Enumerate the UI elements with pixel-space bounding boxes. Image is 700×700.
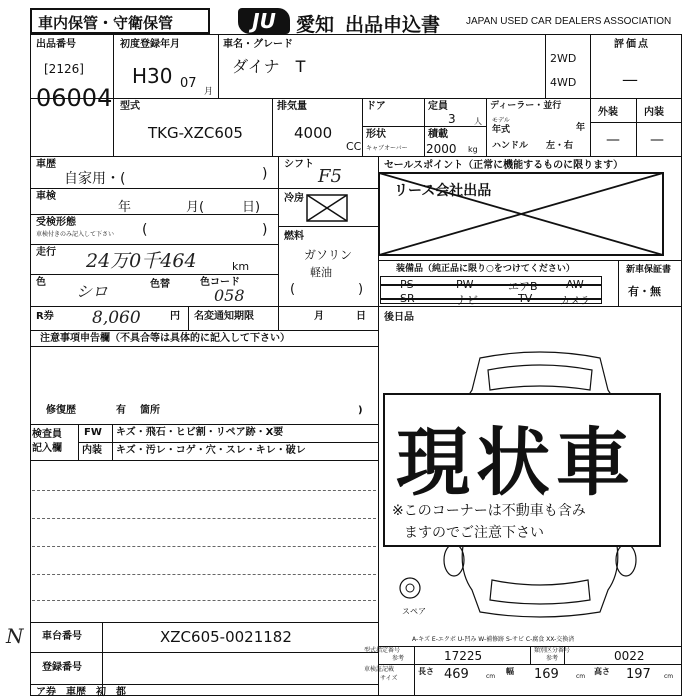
door-label: ドア: [366, 101, 386, 112]
history-label: 車歴: [36, 159, 56, 170]
inspector-interior-label: 内装: [82, 445, 102, 456]
shift-label: シフト: [284, 159, 314, 170]
shape-label: 形状: [366, 129, 386, 140]
chassis-label: 車台番号: [42, 631, 82, 642]
inspection-label: 車検: [36, 191, 56, 202]
fuel-value: ガソリン: [304, 248, 353, 262]
receipt-label: 受検形態: [36, 217, 76, 228]
equipment-tv: TV: [518, 292, 533, 305]
recycle-label: R券: [36, 311, 54, 322]
history-close: ): [262, 166, 268, 182]
notice-month: 月: [314, 311, 324, 322]
length-unit: cm: [486, 673, 496, 680]
color-code-value: 058: [214, 286, 245, 305]
as-is-note-1: ※このコーナーは不動車も含み: [392, 503, 586, 519]
reg-month: 07: [180, 76, 197, 91]
exterior-label: 外装: [598, 107, 618, 118]
as-is-note-2: ますのでご注意下さい: [404, 525, 544, 541]
type-no-label: 型式指定番号: [364, 647, 401, 654]
recycle-unit: 円: [170, 311, 180, 322]
dims-label-1: 車検証記載: [364, 666, 395, 673]
inspector-interior-items: キズ・汚レ・コゲ・穴・スレ・キレ・破レ: [116, 445, 306, 456]
model-label: 型式: [120, 101, 140, 112]
type-no-ref: 参考: [392, 655, 405, 662]
history-value: 自家用・(: [64, 171, 126, 187]
shape-sub: キャブオーバー: [366, 145, 408, 152]
class-no-ref: 参考: [546, 655, 559, 662]
registration-label: 登録番号: [42, 662, 82, 673]
equipment-camera: カメラ: [560, 296, 590, 307]
dims-label-2: サイズ: [380, 675, 398, 682]
equipment-label: 装備品（純正品に限り○をつけてください）: [396, 264, 575, 274]
repair-history-label: 修復歴: [46, 405, 76, 416]
fuel-diesel: 軽油: [310, 266, 332, 279]
inspector-fw-items: キズ・飛石・ヒビ割・リペア跡・X要: [116, 427, 284, 438]
height-value: 197: [626, 667, 651, 682]
color-change-label: 色替: [150, 279, 170, 290]
mileage-unit: km: [232, 260, 250, 273]
dealer-label: ディーラー・並行: [490, 101, 562, 111]
equipment-aw: AW: [566, 278, 584, 291]
notice-label: 名変通知期限: [194, 311, 254, 322]
width-value: 169: [534, 667, 559, 682]
capacity-value: 3: [448, 112, 456, 126]
storage-badge-text: 車内保管・守衛保管: [38, 14, 174, 32]
handle-label: ハンドル: [492, 141, 529, 151]
color-code-label: 色コード: [200, 277, 240, 288]
notes-header: 注意事項申告欄（不具合等は具体的に記入して下さい）: [40, 333, 290, 344]
width-label: 幅: [506, 667, 514, 676]
load-label: 積載: [428, 129, 448, 140]
reg-era-year: H30: [132, 64, 173, 88]
load-value: 2000: [426, 142, 457, 156]
recycle-value: 8,060: [92, 308, 141, 328]
model-year-label-1: モデル: [492, 117, 510, 124]
equipment-ps: PS: [400, 278, 414, 291]
load-unit: kg: [468, 145, 478, 154]
grade-value: —: [622, 70, 638, 89]
warranty-label: 新車保証書: [626, 265, 672, 275]
year-unit: 年: [576, 123, 586, 133]
width-unit: cm: [576, 673, 586, 680]
displacement-label: 排気量: [277, 101, 307, 112]
fuel-paren-close: ): [358, 282, 364, 297]
grade-label: 評価点: [614, 39, 650, 50]
type-no-value: 17225: [444, 649, 483, 663]
reg-date-label: 初度登録年月: [120, 39, 180, 50]
car-name-value: ダイナ T: [232, 57, 306, 76]
org-name: 愛知: [296, 14, 335, 36]
equipment-sr: SR: [400, 292, 415, 305]
model-value: TKG-XZC605: [148, 124, 243, 142]
reg-month-unit: 月: [204, 87, 214, 97]
notice-day: 日: [356, 311, 366, 322]
handle-value: 左・右: [546, 141, 574, 151]
class-no-label: 類別区分番号: [534, 647, 571, 654]
height-unit: cm: [664, 673, 674, 680]
mileage-value: 24万0千464: [86, 250, 197, 272]
ac-label: 冷房: [284, 193, 304, 204]
lot-code: [2126]: [44, 62, 84, 76]
spare-label: スペア: [402, 607, 426, 616]
receipt-open: (: [142, 222, 148, 238]
damage-legend: A-キズ E-エクボ U-凹み W-補修跡 S-サビ C-腐食 XX-交換済: [412, 636, 575, 643]
receipt-sub: 車検付きのみ記入して下さい: [36, 231, 115, 238]
length-value: 469: [444, 667, 469, 682]
capacity-unit: 人: [474, 117, 482, 126]
inspection-day: 日): [242, 200, 261, 215]
repair-place-label: 箇所: [140, 405, 160, 416]
equipment-navi: ナビ: [456, 294, 478, 307]
exterior-value: —: [606, 132, 620, 148]
rear-items-label: 後日品: [384, 312, 414, 323]
fuel-label: 燃料: [284, 231, 304, 242]
receipt-close: ): [262, 222, 268, 238]
inspection-year: 年: [118, 200, 132, 215]
equipment-airbag: エアB: [508, 280, 538, 293]
inspector-fw-label: FW: [84, 427, 102, 438]
length-label: 長さ: [418, 667, 434, 676]
interior-label: 内装: [644, 107, 664, 118]
inspector-label-2: 記入欄: [32, 443, 62, 454]
fuel-paren-open: (: [290, 282, 296, 297]
org-english: JAPAN USED CAR DEALERS ASSOCIATION: [466, 16, 672, 27]
color-label: 色: [36, 277, 46, 288]
sales-point-label: セールスポイント（正常に機能するものに限ります）: [384, 160, 624, 171]
class-no-value: 0022: [614, 649, 645, 663]
form-title: 出品申込書: [345, 14, 441, 36]
lot-label: 出品番号: [36, 39, 76, 50]
chassis-value: XZC605-0021182: [160, 628, 292, 646]
sales-point-value: リース会社出品: [394, 183, 492, 199]
margin-mark: N: [6, 624, 24, 648]
as-is-stamp-text: 現状車: [396, 420, 636, 506]
repair-place-close: ): [358, 405, 363, 416]
repair-history-value: 有: [116, 405, 126, 416]
color-value: シロ: [76, 282, 109, 301]
drive-2wd: 2WD: [550, 52, 577, 65]
inspection-month: 月(: [186, 200, 205, 215]
shift-value: F5: [318, 166, 342, 187]
displacement-value: 4000: [294, 124, 333, 142]
drive-4wd: 4WD: [550, 76, 577, 89]
model-year-label-2: 年式: [492, 125, 511, 135]
bottom-partial-row: ア券 車歴 初 都: [36, 687, 126, 698]
height-label: 高さ: [594, 667, 610, 676]
equipment-pw: PW: [456, 278, 474, 291]
spare-tire-icon: [398, 576, 422, 600]
interior-value: —: [650, 132, 664, 148]
mileage-label: 走行: [36, 247, 56, 258]
ju-logo: JU: [238, 8, 290, 34]
warranty-value: 有・無: [628, 285, 661, 298]
ac-checkbox-crossed: [306, 194, 348, 222]
car-name-label: 車名・グレード: [223, 39, 293, 50]
lot-number: 06004: [36, 84, 113, 112]
capacity-label: 定員: [428, 101, 448, 112]
inspector-label-1: 検査員: [32, 429, 62, 440]
displacement-unit: CC: [346, 140, 362, 153]
